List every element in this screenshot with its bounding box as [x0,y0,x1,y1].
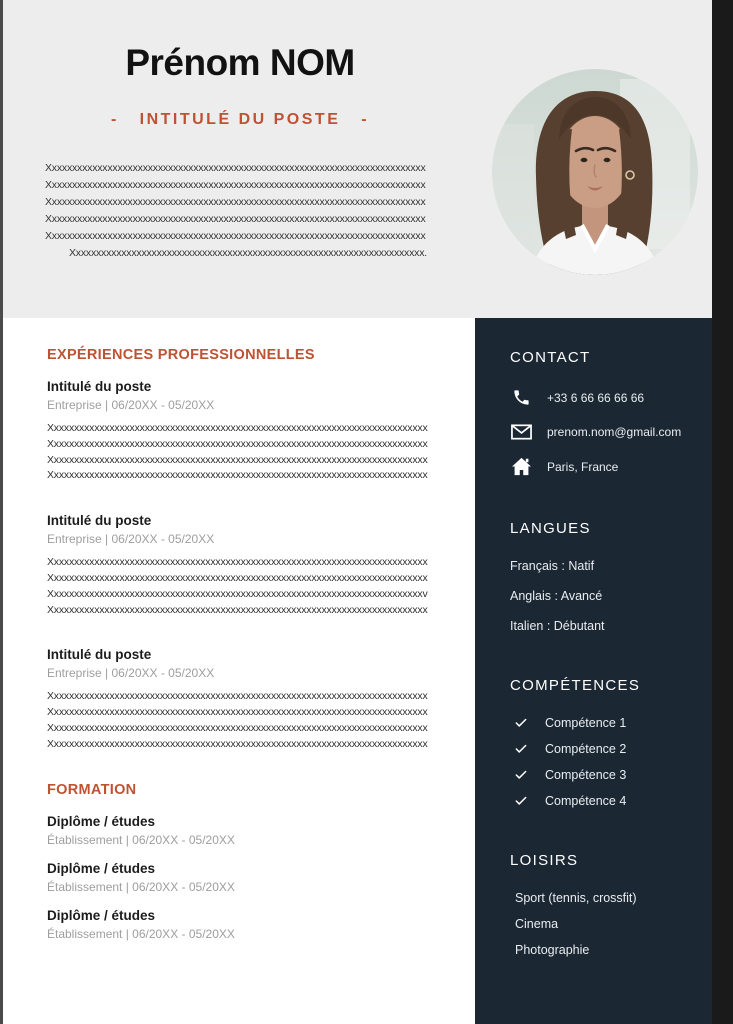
skills-heading: COMPÉTENCES [510,677,641,694]
degree-title: Diplôme / études [47,907,156,923]
hobbies-heading: LOISIRS [510,852,579,869]
job-entry-title: Intitulé du poste [47,379,152,394]
summary-line: Xxxxxxxxxxxxxxxxxxxxxxxxxxxxxxxxxxxxxxxxxxxxxxxxxxxxxxxxxxxxxxxxxxxxxxxxxxx [45,196,426,208]
skill-label: Compétence 3 [545,768,627,782]
skill-label: Compétence 2 [545,742,627,756]
skill-item [510,768,696,782]
placeholder-line: Xxxxxxxxxxxxxxxxxxxxxxxxxxxxxxxxxxxxxxxxxxxxxxxxxxxxxxxxxxxxxxxxxxxxxxxxxxx [47,737,428,750]
skill-label: Compétence 4 [545,794,627,808]
hobby-item: Sport (tennis, crossfit) [515,891,637,905]
job-title: - INTITULÉ DU POSTE - [110,111,370,128]
check-icon [510,742,532,756]
placeholder-line: Xxxxxxxxxxxxxxxxxxxxxxxxxxxxxxxxxxxxxxxxxxxxxxxxxxxxxxxxxxxxxxxxxxxxxxxxxxx [47,603,428,616]
placeholder-line: Xxxxxxxxxxxxxxxxxxxxxxxxxxxxxxxxxxxxxxxxxxxxxxxxxxxxxxxxxxxxxxxxxxxxxxxxxxx [47,422,428,434]
degree-title: Diplôme / études [47,860,156,876]
skill-item [510,742,696,756]
job-entry-meta: Entreprise | 06/20XX - 05/20XX [47,532,215,547]
placeholder-line: Xxxxxxxxxxxxxxxxxxxxxxxxxxxxxxxxxxxxxxxxxxxxxxxxxxxxxxxxxxxxxxxxxxxxxxxxxxx [47,571,428,584]
hobby-item: Cinema [515,917,559,931]
formation-heading: FORMATION [47,781,137,798]
placeholder-line: Xxxxxxxxxxxxxxxxxxxxxxxxxxxxxxxxxxxxxxxxxxxxxxxxxxxxxxxxxxxxxxxxxxxxxxxxxxv [47,587,428,600]
hobby-item: Photographie [515,943,590,957]
home-icon [510,457,532,476]
skill-item [510,716,696,730]
check-icon [510,794,532,808]
placeholder-line: Xxxxxxxxxxxxxxxxxxxxxxxxxxxxxxxxxxxxxxxxxxxxxxxxxxxxxxxxxxxxxxxxxxxxxxxxxxx [47,556,428,569]
skill-label: Compétence 1 [545,716,627,730]
job-entry-description [47,421,449,484]
phone-number: +33 6 66 66 66 66 [547,390,645,405]
summary-line: Xxxxxxxxxxxxxxxxxxxxxxxxxxxxxxxxxxxxxxxxxxxxxxxxxxxxxxxxxxxxxxxxxxxxxxxxxxx [45,213,426,225]
job-entry-description [47,555,449,618]
content-columns [3,318,712,1024]
experience-entry [47,513,453,618]
sidebar [475,318,712,1024]
degree-meta: Établissement | 06/20XX - 05/20XX [47,832,235,847]
location-text: Paris, France [547,459,619,474]
main-column [3,318,475,1024]
formation-entry [47,814,453,847]
languages-section [510,520,696,633]
hobbies-section [510,852,696,957]
contact-phone-row [510,388,696,407]
job-entry-title: Intitulé du poste [47,647,152,663]
languages-heading: LANGUES [510,520,591,537]
placeholder-line: Xxxxxxxxxxxxxxxxxxxxxxxxxxxxxxxxxxxxxxxxxxxxxxxxxxxxxxxxxxxxxxxxxxxxxxxxxxx [47,706,428,719]
formation-entry [47,861,453,894]
person-name: Prénom NOM [125,42,355,83]
check-icon [510,768,532,782]
phone-icon [510,388,532,407]
summary-line: Xxxxxxxxxxxxxxxxxxxxxxxxxxxxxxxxxxxxxxxxxxxxxxxxxxxxxxxxxxxxxxxxxxxxxx. [69,247,427,259]
language-item: Italien : Débutant [510,619,605,633]
degree-meta: Établissement | 06/20XX - 05/20XX [47,879,235,894]
mail-icon [510,424,532,440]
summary-line: Xxxxxxxxxxxxxxxxxxxxxxxxxxxxxxxxxxxxxxxxxxxxxxxxxxxxxxxxxxxxxxxxxxxxxxxxxxx [45,179,426,191]
contact-heading: CONTACT [510,349,591,366]
language-item: Français : Natif [510,559,595,573]
skill-item [510,794,696,808]
formation-entry [47,908,453,941]
check-icon [510,716,532,730]
viewer-edge-right [712,0,733,1024]
degree-title: Diplôme / études [47,813,156,829]
profile-photo [492,69,698,275]
job-entry-title: Intitulé du poste [47,513,152,529]
skills-section [510,677,696,808]
header-section [3,0,712,318]
summary-line: Xxxxxxxxxxxxxxxxxxxxxxxxxxxxxxxxxxxxxxxxxxxxxxxxxxxxxxxxxxxxxxxxxxxxxxxxxxx [45,230,426,242]
language-item: Anglais : Avancé [510,589,603,603]
summary-line: Xxxxxxxxxxxxxxxxxxxxxxxxxxxxxxxxxxxxxxxxxxxxxxxxxxxxxxxxxxxxxxxxxxxxxxxxxxx [45,162,426,174]
profile-summary [45,160,451,262]
placeholder-line: Xxxxxxxxxxxxxxxxxxxxxxxxxxxxxxxxxxxxxxxxxxxxxxxxxxxxxxxxxxxxxxxxxxxxxxxxxxx [47,437,428,450]
job-entry-meta: Entreprise | 06/20XX - 05/20XX [47,666,215,681]
contact-location-row [510,457,696,476]
experience-entry [47,379,453,484]
experience-heading: EXPÉRIENCES PROFESSIONNELLES [47,347,315,363]
email-address[interactable]: prenom.nom@gmail.com [547,425,682,439]
placeholder-line: Xxxxxxxxxxxxxxxxxxxxxxxxxxxxxxxxxxxxxxxxxxxxxxxxxxxxxxxxxxxxxxxxxxxxxxxxxxx [47,690,428,703]
person-portrait-illustration [492,69,698,275]
placeholder-line: Xxxxxxxxxxxxxxxxxxxxxxxxxxxxxxxxxxxxxxxxxxxxxxxxxxxxxxxxxxxxxxxxxxxxxxxxxxx [47,453,428,466]
placeholder-line: Xxxxxxxxxxxxxxxxxxxxxxxxxxxxxxxxxxxxxxxxxxxxxxxxxxxxxxxxxxxxxxxxxxxxxxxxxxx [47,721,428,734]
job-entry-meta: Entreprise | 06/20XX - 05/20XX [47,398,215,412]
resume-page [3,0,712,1024]
contact-section [510,349,696,476]
degree-meta: Établissement | 06/20XX - 05/20XX [47,926,235,941]
job-entry-description [47,689,449,752]
contact-email-row[interactable] [510,424,696,440]
experience-entry [47,647,453,752]
placeholder-line: Xxxxxxxxxxxxxxxxxxxxxxxxxxxxxxxxxxxxxxxxxxxxxxxxxxxxxxxxxxxxxxxxxxxxxxxxxxx [47,469,428,482]
